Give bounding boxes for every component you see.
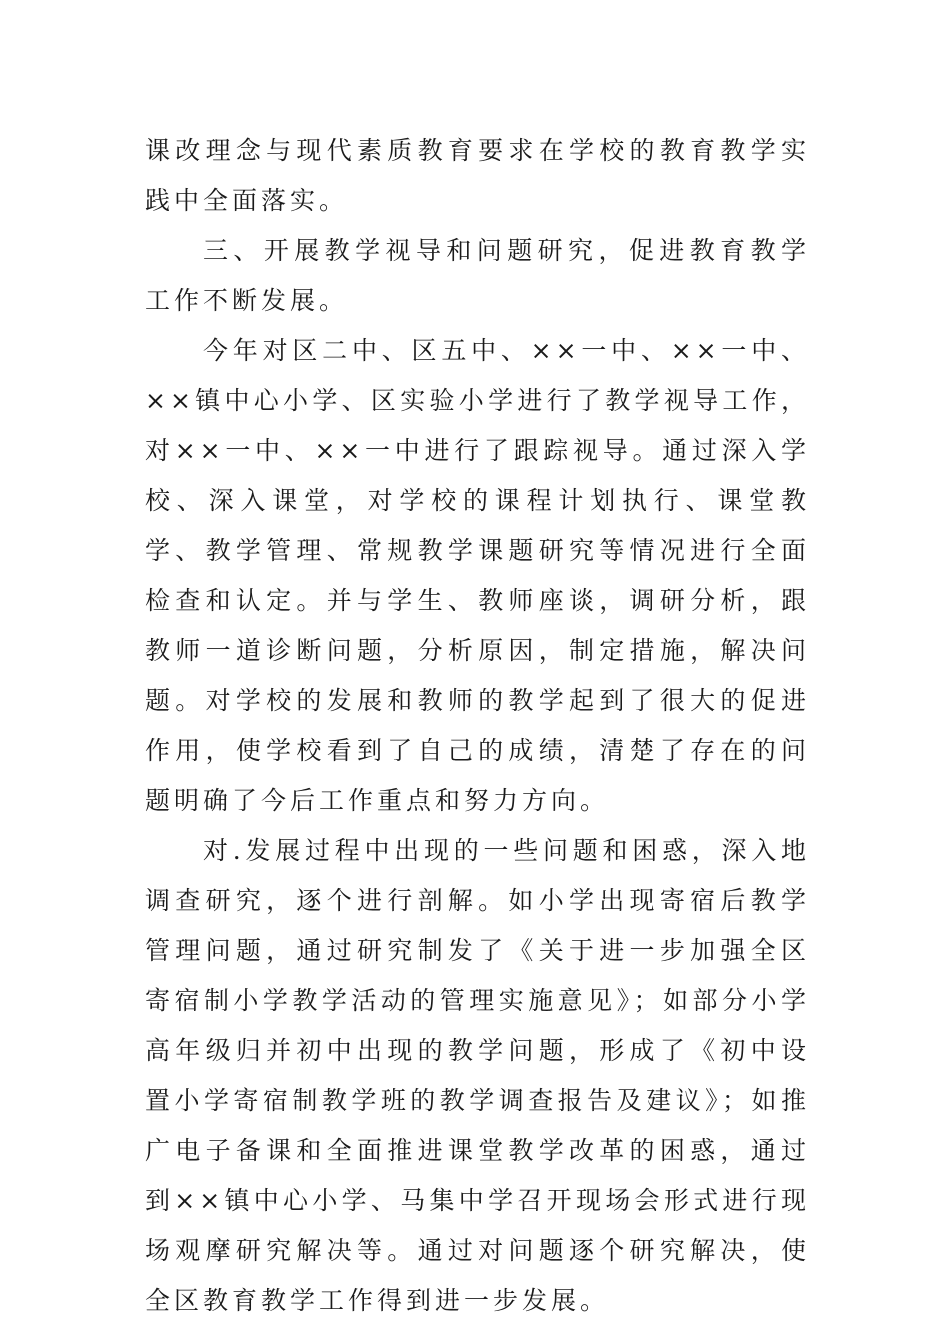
- section-heading-three: 三、开展教学视导和问题研究，促进教育教学工作不断发展。: [145, 236, 810, 315]
- document-body: [145, 126, 810, 1326]
- paragraph-continuation: 课改理念与现代素质教育要求在学校的教育教学实践中全面落实。: [145, 136, 810, 215]
- paragraph-problem-research: 对.发展过程中出现的一些问题和困惑，深入地调查研究，逐个进行剖解。如小学出现寄宿后教学管理问题，通过研究制发了《关于进一步加强全区寄宿制小学教学活动的管理实施意见》；如部分小学高年级归并初中出现的教学问题，形成了《初中设置小学寄宿制教学班的教学调查报告及建议》；如推广电子备课和全面推进课堂教学改革的困惑，通过到××镇中心小学、马集中学召开现场会形式进行现场观摩研究解决等。通过对问题逐个研究解决，使全区教育教学工作得到进一步发展。: [145, 836, 810, 1315]
- paragraph-inspection: 今年对区二中、区五中、××一中、××一中、××镇中心小学、区实验小学进行了教学视导工作，对××一中、××一中进行了跟踪视导。通过深入学校、深入课堂，对学校的课程计划执行、课堂教学、教学管理、常规教学课题研究等情况进行全面检查和认定。并与学生、教师座谈，调研分析，跟教师一道诊断问题，分析原因，制定措施，解决问题。对学校的发展和教师的教学起到了很大的促进作用，使学校看到了自己的成绩，清楚了存在的问题明确了今后工作重点和努力方向。: [145, 336, 810, 815]
